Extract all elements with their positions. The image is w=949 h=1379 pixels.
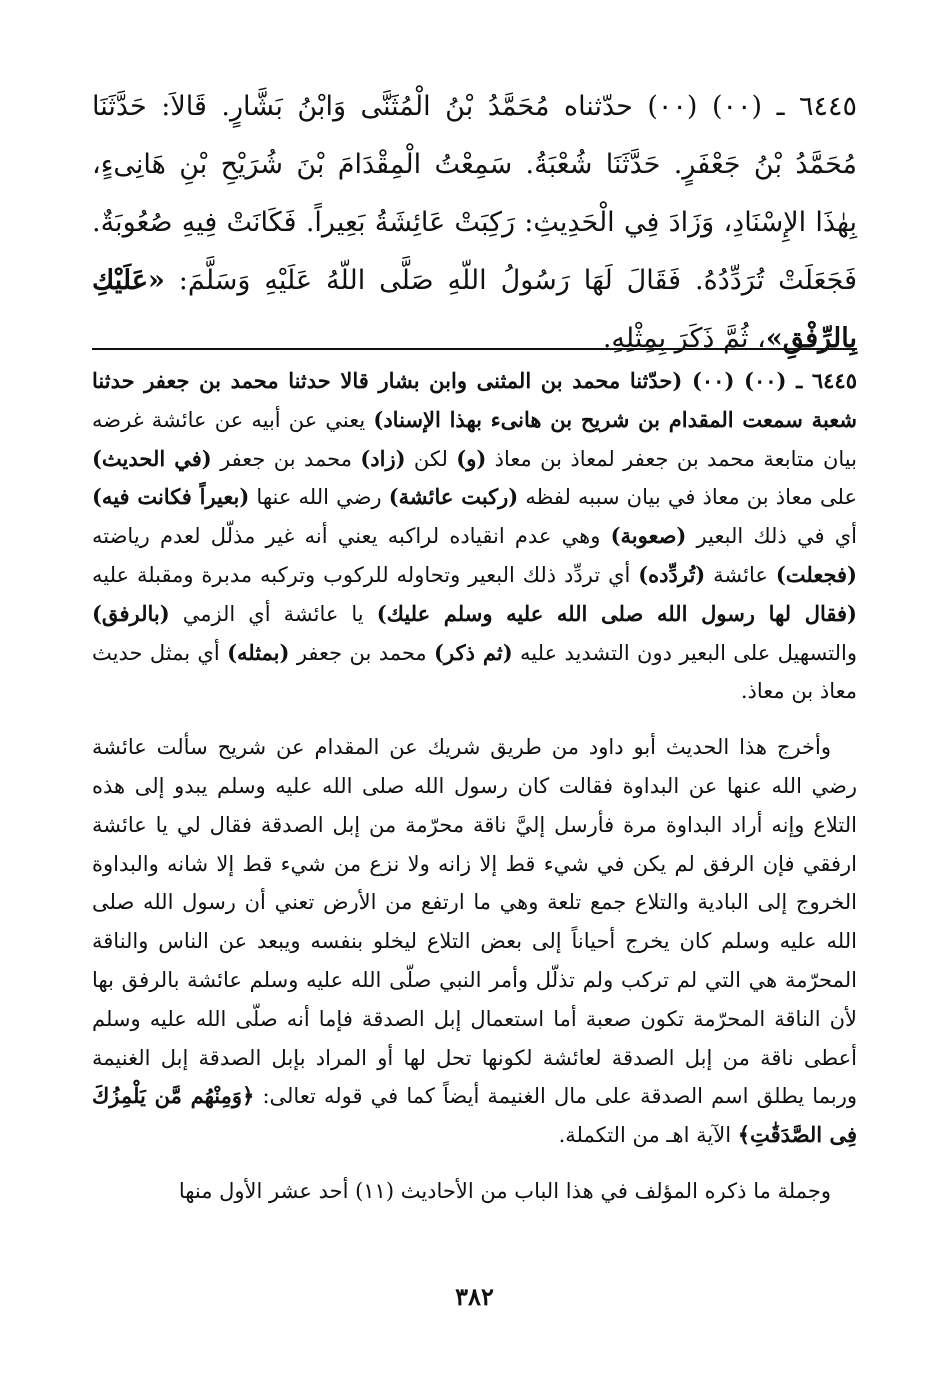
bold-span: (صعوبة) <box>610 523 687 549</box>
bold-span: (فجعلت) <box>775 561 857 587</box>
bold-span: (تُردِّده) <box>638 561 706 587</box>
text-span: أي تردِّد ذلك البعير وتحاوله للركوب وتركبه مدبرة ومقبلة عليه <box>92 562 639 587</box>
bold-span: (زاد) <box>360 445 406 471</box>
text-span: محمد بن جعفر <box>211 446 361 471</box>
commentary-paragraph-2 <box>92 728 857 1155</box>
commentary-paragraph-1 <box>92 362 857 711</box>
hadith-main: ٦٤٤٥ ـ (٠٠) (٠٠) حدّثناه مُحَمَّدُ بْنُ الْمُثَنَّى وَابْنُ بَشَّارٍ. قَالاَ: حَدَّثَنَا مُحَمَّدُ بْنُ جَعْفَرٍ. حَدَّثَنَا شُعْبَةُ. سَمِعْتُ الْمِقْدَامَ بْنَ شُرَيْحِ بْنِ هَانِىءٍ، بِهٰذَا الإِسْنَادِ، وَزَادَ فِي الْحَدِيثِ: رَكِبَتْ عَائِشَةُ بَعِيراً. فَكَانَتْ فِيهِ صُعُوبَةٌ. فَجَعَلَتْ تُرَدِّدُهُ. فَقَالَ لَهَا رَسُولُ اللّهِ صَلَّى اللّهُ عَلَيْهِ وَسَلَّمَ: <box>92 91 858 296</box>
text-span: على معاذ بن معاذ في بيان سببه لفظه <box>518 485 857 510</box>
quran-verse: ﴿وَمِنْهُم مَّن يَلْمِزُكَ فِى الصَّدَقَٰتِ﴾ <box>92 1083 857 1148</box>
hadith-quote: «عَلَيْكِ بِالرِّفْقِ» <box>92 265 857 354</box>
bold-span: (بالرفق) <box>92 600 170 626</box>
bold-span: ٦٤٤٥ ـ (٠٠) (٠٠) (حدّثنا محمد بن المثنى وابن بشار قالا حدثنا محمد بن جعفر حدثنا شعبة سمعت المقدام بن شريح بن هانىء بهذا الإسناد) <box>92 368 858 432</box>
text-span: الآية اهـ من التكملة. <box>558 1123 738 1148</box>
text-span: لكن <box>405 446 457 471</box>
text-span: محمد بن جعفر <box>289 640 435 665</box>
text-span: رضي الله عنها <box>249 485 389 510</box>
bold-span: (بعيراً فكانت فيه) <box>92 484 250 510</box>
commentary <box>92 362 857 1211</box>
text-span: عائشة <box>705 562 776 587</box>
bold-span: (فقال لها رسول الله صلى الله عليه وسلم عليك) <box>376 600 857 626</box>
text-span: أي بمثل حديث معاذ بن معاذ. <box>92 640 857 704</box>
bold-span: (في الحديث) <box>92 445 212 471</box>
text-span: والتسهيل على البعير دون التشديد عليه <box>512 640 858 665</box>
text-span: يا عائشة أي الزمي <box>169 601 377 626</box>
bold-span: (ركبت عائشة) <box>388 484 519 510</box>
bold-span: (بمثله) <box>227 639 290 665</box>
hadith-end: ، ثُمَّ ذَكَرَ بِمِثْلِهِ. <box>602 323 766 354</box>
page-number: ٣٨٢ <box>455 1282 494 1311</box>
bold-span: (ثم ذكر) <box>434 639 513 665</box>
text-span: أي في ذلك البعير <box>686 524 857 549</box>
text-span: وجملة ما ذكره المؤلف في هذا الباب من الأحاديث (١١) أحد عشر الأول منها <box>178 1178 831 1203</box>
text-span: وهي عدم انقياده لراكبه يعني أنه غير مذلّل لعدم رياضته <box>92 524 611 549</box>
hadith-text <box>92 78 857 368</box>
section-divider <box>92 348 857 350</box>
text-span: وأخرج هذا الحديث أبو داود من طريق شريك عن المقدام عن شريح سألت عائشة رضي الله عنها عن البداوة فقالت كان رسول الله صلى الله عليه وسلم يبدو إلى هذه التلاع وإنه أراد البداوة مرة فأرسل إليَّ ناقة محرّمة من إبل الصدقة فقال لي يا عائشة ارفقي فإن الرفق لم يكن في شيء قط إلا زانه ولا نزع من شيء قط إلا شانه والبداوة الخروج إلى البادية والتلاع جمع تلعة وهي ما ارتفع من الأرض تعني أن رسول الله صلى الله عليه وسلم كان يخرج أحياناً إلى بعض التلاع ليخلو بنفسه ويبعد عن الناس والناقة المحرّمة هي التي لم تركب ولم تذلّل وأمر النبي صلّى الله عليه وسلم عائشة بالرفق بها لأن الناقة المحرّمة تكون صعبة أما استعمال إبل الصدقة فإما أنه صلّى الله عليه وسلم أعطى ناقة من إبل الصدقة لعائشة لكونها تحل لها أو المراد بإبل الصدقة إبل الغنيمة وربما يطلق اسم الصدقة على مال الغنيمة أيضاً كما في قوله تعالى: <box>92 735 857 1109</box>
bold-span: (و) <box>456 445 487 471</box>
commentary-paragraph-3 <box>92 1172 857 1211</box>
text-span: يعني عن أبيه عن عائشة غرضه بيان متابعة محمد بن جعفر لمعاذ بن معاذ <box>92 407 857 471</box>
